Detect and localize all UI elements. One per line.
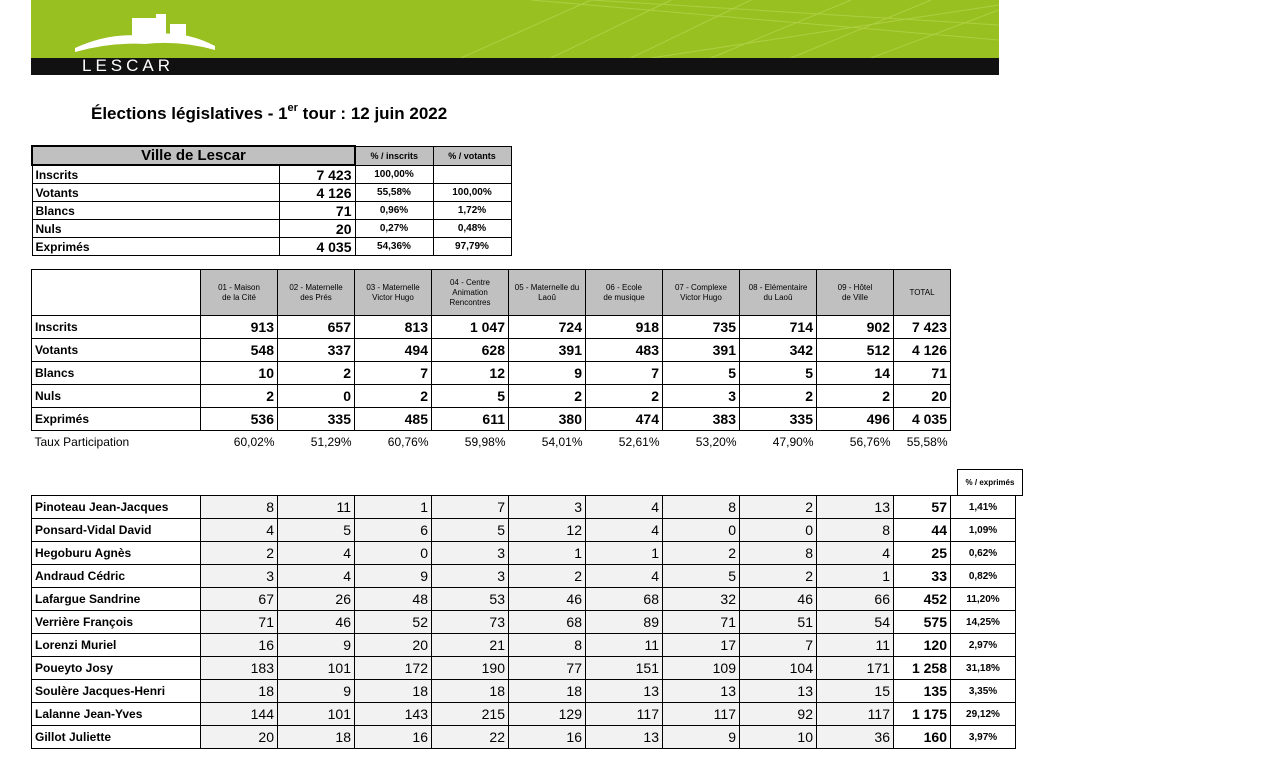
bureau-row xyxy=(32,385,951,408)
candidate-value: 92 xyxy=(740,703,817,726)
candidate-value: 2 xyxy=(663,542,740,565)
summary-row xyxy=(32,165,511,184)
candidate-value: 9 xyxy=(663,726,740,749)
summary-pct-inscrits: 54,36% xyxy=(355,238,433,256)
summary-row xyxy=(32,202,511,220)
bureau-header xyxy=(432,270,509,316)
candidate-row xyxy=(32,634,1016,657)
summary-label: Exprimés xyxy=(32,238,279,256)
bureau-row-label: Exprimés xyxy=(32,408,201,431)
bureau-value: 7 xyxy=(586,362,663,385)
candidate-value: 68 xyxy=(509,611,586,634)
bureau-header xyxy=(740,270,817,316)
summary-pct-votants: 97,79% xyxy=(433,238,511,256)
bureau-row-label: Inscrits xyxy=(32,316,201,339)
candidate-pct: 1,09% xyxy=(951,519,1016,542)
candidate-value: 77 xyxy=(509,657,586,680)
bureau-value: 2 xyxy=(586,385,663,408)
candidate-value: 67 xyxy=(201,588,278,611)
bureau-value: 1 047 xyxy=(432,316,509,339)
bureau-header xyxy=(278,270,355,316)
candidate-value: 1 xyxy=(586,542,663,565)
bureau-value: 12 xyxy=(432,362,509,385)
candidate-value: 6 xyxy=(355,519,432,542)
candidate-value: 0 xyxy=(663,519,740,542)
candidate-value: 11 xyxy=(586,634,663,657)
candidate-value: 18 xyxy=(278,726,355,749)
bureau-total: 71 xyxy=(894,362,951,385)
candidate-value: 1 xyxy=(355,496,432,519)
candidate-total: 452 xyxy=(894,588,951,611)
bureau-value: 335 xyxy=(278,408,355,431)
candidate-value: 171 xyxy=(817,657,894,680)
bureau-header-line: 02 - Maternelle xyxy=(289,282,343,292)
summary-pct-votants xyxy=(433,165,511,184)
candidate-value: 7 xyxy=(740,634,817,657)
candidate-value: 52 xyxy=(355,611,432,634)
page-title: Élections législatives - 1er tour : 12 juin 2022 xyxy=(91,102,448,123)
candidate-value: 104 xyxy=(740,657,817,680)
candidate-value: 11 xyxy=(817,634,894,657)
candidate-value: 1 xyxy=(817,565,894,588)
bureau-header-line: 05 - Maternelle du xyxy=(514,282,580,292)
bureau-header-line: Rencontres xyxy=(449,297,491,307)
bureau-value: 342 xyxy=(740,339,817,362)
candidate-row xyxy=(32,588,1016,611)
candidate-value: 215 xyxy=(432,703,509,726)
bureau-value: 9 xyxy=(509,362,586,385)
bureau-value: 2 xyxy=(740,385,817,408)
candidate-name: Hegoburu Agnès xyxy=(32,542,201,565)
bureau-header-line: de musique xyxy=(603,292,645,302)
candidate-value: 8 xyxy=(663,496,740,519)
candidate-value: 54 xyxy=(817,611,894,634)
candidate-row xyxy=(32,657,1016,680)
bureau-value: 611 xyxy=(432,408,509,431)
participation-value: 60,76% xyxy=(387,435,429,449)
candidate-value: 46 xyxy=(740,588,817,611)
candidate-total: 1 175 xyxy=(894,703,951,726)
summary-value: 71 xyxy=(279,202,355,220)
bureau-value: 383 xyxy=(663,408,740,431)
candidate-value: 71 xyxy=(663,611,740,634)
candidate-value: 4 xyxy=(586,565,663,588)
bureau-value: 7 xyxy=(355,362,432,385)
candidate-pct: 14,25% xyxy=(951,611,1016,634)
bureau-header-line: Victor Hugo xyxy=(680,292,722,302)
bureau-value: 380 xyxy=(509,408,586,431)
summary-row xyxy=(32,220,511,238)
candidate-value: 13 xyxy=(740,680,817,703)
candidate-value: 109 xyxy=(663,657,740,680)
candidate-row xyxy=(32,680,1016,703)
candidate-name: Ponsard-Vidal David xyxy=(32,519,201,542)
candidate-value: 51 xyxy=(740,611,817,634)
candidate-row xyxy=(32,542,1016,565)
candidate-value: 9 xyxy=(278,680,355,703)
participation-value: 47,90% xyxy=(772,435,814,449)
bureau-value: 2 xyxy=(278,362,355,385)
candidate-value: 144 xyxy=(201,703,278,726)
candidate-value: 117 xyxy=(817,703,894,726)
participation-total: 55,58% xyxy=(906,435,948,449)
candidate-pct: 0,62% xyxy=(951,542,1016,565)
bureau-header-line: de Ville xyxy=(841,292,869,302)
summary-label: Blancs xyxy=(32,202,279,220)
bureau-value: 391 xyxy=(509,339,586,362)
bureau-value: 5 xyxy=(432,385,509,408)
bureau-value: 657 xyxy=(278,316,355,339)
candidate-value: 5 xyxy=(432,519,509,542)
candidate-value: 101 xyxy=(278,657,355,680)
col-pct-votants: % / votants xyxy=(433,146,511,165)
bureau-value: 485 xyxy=(355,408,432,431)
candidate-value: 7 xyxy=(432,496,509,519)
candidate-value: 32 xyxy=(663,588,740,611)
summary-pct-votants: 100,00% xyxy=(433,184,511,202)
candidate-value: 46 xyxy=(509,588,586,611)
bureau-row xyxy=(32,316,951,339)
candidate-pct: 2,97% xyxy=(951,634,1016,657)
candidate-total: 120 xyxy=(894,634,951,657)
bureau-value: 391 xyxy=(663,339,740,362)
bureau-header-line: 09 - Hôtel xyxy=(837,282,873,292)
candidate-pct: 3,97% xyxy=(951,726,1016,749)
bureau-header-line: 08 - Elémentaire xyxy=(748,282,808,292)
bureau-value: 3 xyxy=(663,385,740,408)
bureau-header-line: 03 - Maternelle xyxy=(366,282,420,292)
summary-value: 4 126 xyxy=(279,184,355,202)
candidate-value: 13 xyxy=(817,496,894,519)
participation-value: 56,76% xyxy=(849,435,891,449)
candidate-value: 151 xyxy=(586,657,663,680)
bureau-total: 4 126 xyxy=(894,339,951,362)
participation-label: Taux Participation xyxy=(34,435,130,449)
bureau-row-label: Votants xyxy=(32,339,201,362)
bureau-header xyxy=(201,270,278,316)
candidate-pct: 1,41% xyxy=(951,496,1016,519)
bureau-value: 512 xyxy=(817,339,894,362)
candidate-value: 117 xyxy=(663,703,740,726)
bureau-value: 902 xyxy=(817,316,894,339)
summary-value: 20 xyxy=(279,220,355,238)
bureau-value: 2 xyxy=(509,385,586,408)
candidate-row xyxy=(32,565,1016,588)
summary-pct-inscrits: 100,00% xyxy=(355,165,433,184)
candidate-value: 46 xyxy=(278,611,355,634)
candidate-value: 16 xyxy=(355,726,432,749)
bureau-row xyxy=(32,339,951,362)
candidate-value: 0 xyxy=(740,519,817,542)
candidate-name: Lafargue Sandrine xyxy=(32,588,201,611)
candidate-name: Pinoteau Jean-Jacques xyxy=(32,496,201,519)
candidate-value: 48 xyxy=(355,588,432,611)
candidate-name: Andraud Cédric xyxy=(32,565,201,588)
bureaux-table xyxy=(31,269,951,453)
candidate-value: 71 xyxy=(201,611,278,634)
bureau-value: 628 xyxy=(432,339,509,362)
candidate-value: 143 xyxy=(355,703,432,726)
candidate-pct: 11,20% xyxy=(951,588,1016,611)
candidate-value: 18 xyxy=(432,680,509,703)
candidate-value: 129 xyxy=(509,703,586,726)
participation-row xyxy=(32,431,951,454)
candidate-total: 1 258 xyxy=(894,657,951,680)
candidate-value: 3 xyxy=(432,565,509,588)
candidate-value: 4 xyxy=(278,565,355,588)
summary-label: Votants xyxy=(32,184,279,202)
candidate-value: 2 xyxy=(201,542,278,565)
candidate-value: 2 xyxy=(509,565,586,588)
bureau-header xyxy=(586,270,663,316)
candidate-pct: 3,35% xyxy=(951,680,1016,703)
bureau-value: 335 xyxy=(740,408,817,431)
summary-row xyxy=(32,238,511,256)
bureau-value: 813 xyxy=(355,316,432,339)
candidate-value: 190 xyxy=(432,657,509,680)
candidate-value: 4 xyxy=(586,519,663,542)
bureau-header-line: 01 - Maison xyxy=(218,282,260,292)
candidate-value: 66 xyxy=(817,588,894,611)
candidate-value: 2 xyxy=(740,565,817,588)
candidate-value: 36 xyxy=(817,726,894,749)
bureau-value: 474 xyxy=(586,408,663,431)
candidate-value: 53 xyxy=(432,588,509,611)
bureau-header-line: 06 - Ecole xyxy=(605,282,643,292)
col-pct-inscrits: % / inscrits xyxy=(355,146,433,165)
candidate-pct: 31,18% xyxy=(951,657,1016,680)
bureau-header-line: Laoû xyxy=(538,292,556,302)
candidate-total: 33 xyxy=(894,565,951,588)
bureau-header-line: du Laoû xyxy=(763,292,793,302)
candidate-value: 0 xyxy=(355,542,432,565)
candidate-total: 25 xyxy=(894,542,951,565)
candidate-row xyxy=(32,726,1016,749)
bureau-row xyxy=(32,408,951,431)
bureau-header-line: 07 - Complexe xyxy=(674,282,728,292)
bureau-value: 724 xyxy=(509,316,586,339)
candidate-value: 5 xyxy=(278,519,355,542)
candidate-value: 3 xyxy=(432,542,509,565)
candidate-name: Verrière François xyxy=(32,611,201,634)
candidate-value: 18 xyxy=(509,680,586,703)
candidate-value: 9 xyxy=(278,634,355,657)
summary-pct-inscrits: 0,27% xyxy=(355,220,433,238)
bureau-total: 4 035 xyxy=(894,408,951,431)
candidate-value: 8 xyxy=(817,519,894,542)
candidate-value: 9 xyxy=(355,565,432,588)
candidate-total: 160 xyxy=(894,726,951,749)
summary-label: Inscrits xyxy=(32,165,279,184)
candidate-value: 4 xyxy=(586,496,663,519)
candidate-row xyxy=(32,611,1016,634)
logo-text: LESCAR xyxy=(82,56,175,75)
candidate-name: Gillot Juliette xyxy=(32,726,201,749)
bureau-value: 14 xyxy=(817,362,894,385)
candidate-total: 57 xyxy=(894,496,951,519)
bureaux-corner xyxy=(32,270,201,316)
bureau-header-line: Animation xyxy=(452,287,488,297)
candidate-value: 18 xyxy=(201,680,278,703)
pct-exprimes-header: % / exprimés xyxy=(957,469,1023,496)
participation-value: 52,61% xyxy=(618,435,660,449)
bureau-value: 2 xyxy=(817,385,894,408)
summary-pct-votants: 1,72% xyxy=(433,202,511,220)
candidate-value: 68 xyxy=(586,588,663,611)
bureau-value: 5 xyxy=(740,362,817,385)
bureau-value: 494 xyxy=(355,339,432,362)
candidate-value: 172 xyxy=(355,657,432,680)
bureau-value: 10 xyxy=(201,362,278,385)
participation-value: 59,98% xyxy=(464,435,506,449)
candidate-value: 4 xyxy=(817,542,894,565)
candidate-value: 12 xyxy=(509,519,586,542)
bureau-value: 913 xyxy=(201,316,278,339)
bureau-value: 735 xyxy=(663,316,740,339)
participation-value: 53,20% xyxy=(695,435,737,449)
candidate-value: 4 xyxy=(278,542,355,565)
candidate-value: 5 xyxy=(663,565,740,588)
bureau-header xyxy=(355,270,432,316)
candidate-value: 17 xyxy=(663,634,740,657)
candidate-value: 21 xyxy=(432,634,509,657)
candidate-value: 18 xyxy=(355,680,432,703)
candidate-value: 183 xyxy=(201,657,278,680)
candidate-total: 44 xyxy=(894,519,951,542)
summary-value: 7 423 xyxy=(279,165,355,184)
candidate-value: 11 xyxy=(278,496,355,519)
bureau-total: 20 xyxy=(894,385,951,408)
summary-label: Nuls xyxy=(32,220,279,238)
summary-row xyxy=(32,184,511,202)
bureau-value: 918 xyxy=(586,316,663,339)
summary-value: 4 035 xyxy=(279,238,355,256)
summary-heading: Ville de Lescar xyxy=(32,146,355,165)
candidate-value: 26 xyxy=(278,588,355,611)
bureau-header-line: Victor Hugo xyxy=(372,292,414,302)
bureau-value: 548 xyxy=(201,339,278,362)
bureau-value: 0 xyxy=(278,385,355,408)
bureau-header xyxy=(817,270,894,316)
candidate-pct: 29,12% xyxy=(951,703,1016,726)
bureau-value: 2 xyxy=(201,385,278,408)
banner-bar xyxy=(31,58,999,75)
bureau-row-label: Blancs xyxy=(32,362,201,385)
bureau-value: 483 xyxy=(586,339,663,362)
bureau-value: 2 xyxy=(355,385,432,408)
candidate-value: 13 xyxy=(586,680,663,703)
candidate-name: Lalanne Jean-Yves xyxy=(32,703,201,726)
candidate-value: 4 xyxy=(201,519,278,542)
total-header: TOTAL xyxy=(894,270,951,316)
candidate-total: 135 xyxy=(894,680,951,703)
candidate-value: 10 xyxy=(740,726,817,749)
candidate-value: 1 xyxy=(509,542,586,565)
lescar-logo-icon xyxy=(70,10,220,56)
bureau-value: 5 xyxy=(663,362,740,385)
candidate-total: 575 xyxy=(894,611,951,634)
candidate-value: 8 xyxy=(740,542,817,565)
candidate-value: 8 xyxy=(509,634,586,657)
candidate-name: Poueyto Josy xyxy=(32,657,201,680)
bureau-header xyxy=(663,270,740,316)
participation-value: 54,01% xyxy=(541,435,583,449)
candidate-name: Soulère Jacques-Henri xyxy=(32,680,201,703)
summary-pct-inscrits: 55,58% xyxy=(355,184,433,202)
candidate-value: 13 xyxy=(586,726,663,749)
candidate-value: 20 xyxy=(201,726,278,749)
bureau-header xyxy=(509,270,586,316)
participation-value: 51,29% xyxy=(310,435,352,449)
candidates-table xyxy=(31,495,1016,749)
candidate-value: 2 xyxy=(740,496,817,519)
bureau-value: 337 xyxy=(278,339,355,362)
candidate-value: 73 xyxy=(432,611,509,634)
bureau-value: 714 xyxy=(740,316,817,339)
bureau-total: 7 423 xyxy=(894,316,951,339)
candidate-value: 8 xyxy=(201,496,278,519)
summary-pct-inscrits: 0,96% xyxy=(355,202,433,220)
candidate-value: 89 xyxy=(586,611,663,634)
candidate-value: 16 xyxy=(201,634,278,657)
bureau-value: 536 xyxy=(201,408,278,431)
participation-value: 60,02% xyxy=(233,435,275,449)
candidate-value: 13 xyxy=(663,680,740,703)
candidate-value: 16 xyxy=(509,726,586,749)
summary-table xyxy=(31,145,512,256)
bureau-header-line: 04 - Centre xyxy=(449,277,491,287)
candidate-row xyxy=(32,496,1016,519)
candidate-value: 15 xyxy=(817,680,894,703)
candidate-value: 22 xyxy=(432,726,509,749)
bureau-row-label: Nuls xyxy=(32,385,201,408)
bureau-row xyxy=(32,362,951,385)
bureau-header-line: de la Cité xyxy=(222,292,256,302)
candidate-value: 20 xyxy=(355,634,432,657)
candidate-row xyxy=(32,519,1016,542)
candidate-value: 3 xyxy=(201,565,278,588)
candidate-pct: 0,82% xyxy=(951,565,1016,588)
candidate-value: 117 xyxy=(586,703,663,726)
candidate-row xyxy=(32,703,1016,726)
bureau-value: 496 xyxy=(817,408,894,431)
candidate-value: 3 xyxy=(509,496,586,519)
candidate-value: 101 xyxy=(278,703,355,726)
summary-pct-votants: 0,48% xyxy=(433,220,511,238)
bureau-header-line: des Prés xyxy=(300,292,332,302)
candidate-name: Lorenzi Muriel xyxy=(32,634,201,657)
